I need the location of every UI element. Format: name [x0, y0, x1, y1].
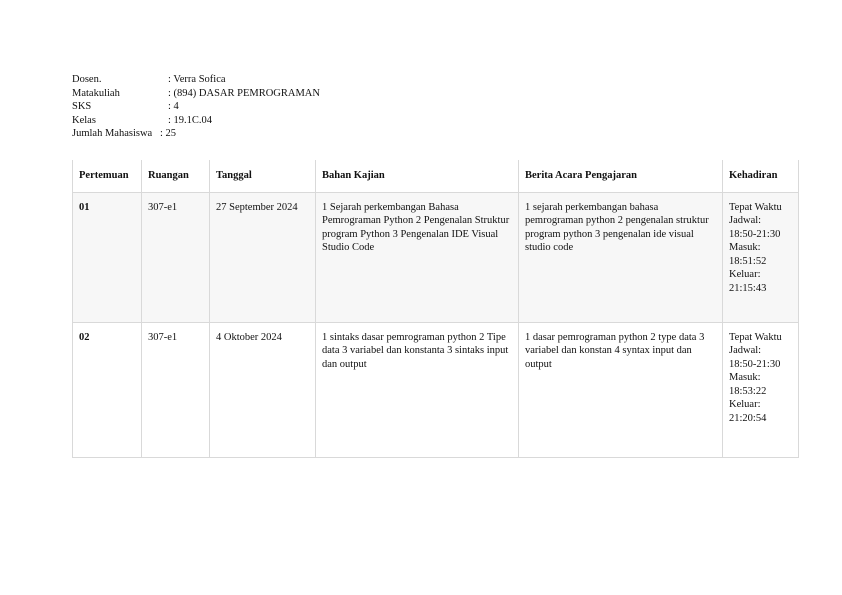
header-kehadiran: Kehadiran: [723, 160, 799, 192]
header-berita-acara: Berita Acara Pengajaran: [519, 160, 723, 192]
info-sks: [72, 100, 320, 114]
info-kelas: [72, 114, 320, 128]
kehadiran-masuk: 18:53:22: [729, 385, 767, 397]
cell-pertemuan: 01: [73, 192, 142, 322]
cell-tanggal: 4 Oktober 2024: [210, 322, 316, 457]
info-sks-value: : 4: [168, 101, 179, 112]
kehadiran-masuk-label: Masuk:: [729, 372, 761, 383]
cell-ruangan: 307-e1: [142, 322, 210, 457]
attendance-table: [72, 160, 799, 458]
header-ruangan: Ruangan: [142, 160, 210, 192]
cell-ruangan: 307-e1: [142, 192, 210, 322]
kehadiran-status: Tepat Waktu: [729, 331, 782, 343]
table-row: [73, 322, 799, 457]
cell-kehadiran: [723, 322, 799, 457]
kehadiran-keluar-label: Keluar:: [729, 399, 761, 410]
kehadiran-masuk-label: Masuk:: [729, 242, 761, 253]
kehadiran-status: Tepat Waktu: [729, 201, 782, 213]
info-jumlah-label: Jumlah Mahasiswa: [72, 128, 153, 139]
kehadiran-jadwal-label: Jadwal:: [729, 215, 762, 226]
kehadiran-jadwal: 18:50-21:30: [729, 358, 781, 370]
cell-bahan-kajian: 1 sintaks dasar pemrograman python 2 Tipe data 3 variabel dan konstanta 3 sintaks input dan output: [316, 322, 519, 457]
header-tanggal: Tanggal: [210, 160, 316, 192]
attendance-table-container: [72, 160, 798, 458]
info-kelas-value: : 19.1C.04: [168, 114, 213, 126]
info-matakuliah-label: Matakuliah: [72, 87, 120, 99]
header-pertemuan: Pertemuan: [73, 160, 142, 192]
cell-berita-acara: 1 dasar pemrograman python 2 type data 3 variabel dan konstan 4 syntax input dan output: [519, 322, 723, 457]
course-info: [72, 73, 320, 141]
table-header-row: [73, 160, 799, 192]
table-row: [73, 192, 799, 322]
cell-tanggal: 27 September 2024: [210, 192, 316, 322]
kehadiran-masuk: 18:51:52: [729, 255, 767, 267]
cell-pertemuan: 02: [73, 322, 142, 457]
cell-kehadiran: [723, 192, 799, 322]
info-jumlah: [72, 127, 320, 141]
kehadiran-keluar: 21:15:43: [729, 282, 767, 294]
info-kelas-label: Kelas: [72, 114, 96, 126]
kehadiran-jadwal: 18:50-21:30: [729, 228, 781, 240]
info-matakuliah: [72, 87, 320, 101]
info-dosen: [72, 73, 320, 87]
info-jumlah-value: : 25: [160, 128, 177, 139]
kehadiran-keluar-label: Keluar:: [729, 269, 761, 280]
header-bahan-kajian: Bahan Kajian: [316, 160, 519, 192]
info-matakuliah-value: : (894) DASAR PEMROGRAMAN: [168, 87, 320, 99]
kehadiran-keluar: 21:20:54: [729, 412, 767, 424]
info-dosen-label: Dosen.: [72, 74, 102, 85]
info-dosen-value: : Verra Sofica: [168, 74, 226, 85]
info-sks-label: SKS: [72, 101, 92, 112]
cell-bahan-kajian: 1 Sejarah perkembangan Bahasa Pemrograman Python 2 Pengenalan Struktur program Python 3 Pengenalan IDE Visual Studio Code: [316, 192, 519, 322]
cell-berita-acara: 1 sejarah perkembangan bahasa pemrograman python 2 pengenalan struktur program python 3 pengenalan ide visual studio code: [519, 192, 723, 322]
kehadiran-jadwal-label: Jadwal:: [729, 345, 762, 356]
